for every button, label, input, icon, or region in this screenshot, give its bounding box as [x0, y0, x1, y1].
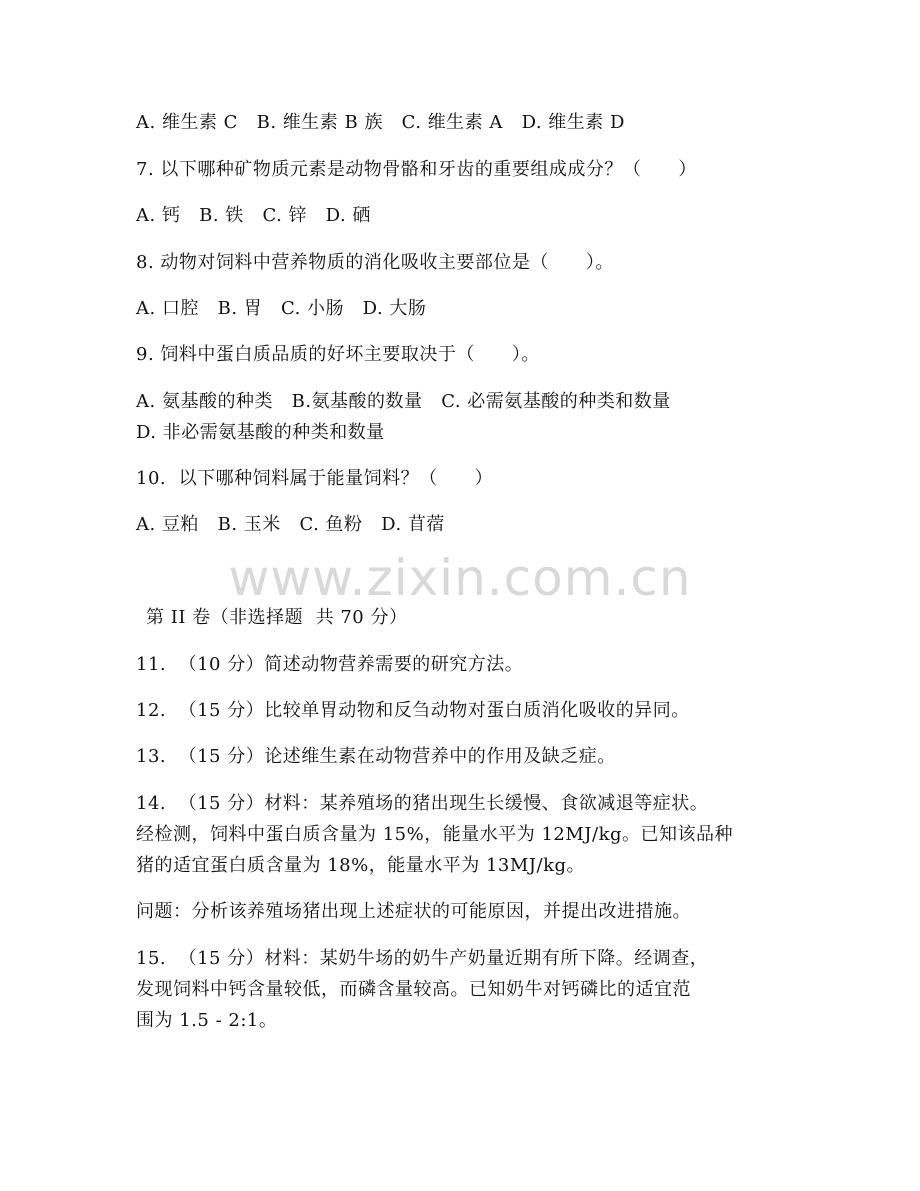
q15-line1: 15. （15 分）材料：某奶牛场的奶牛产奶量近期有所下降。经调查， [136, 948, 709, 969]
q9-options-line1: A. 氨基酸的种类 B.氨基酸的数量 C. 必需氨基酸的种类和数量 [136, 391, 671, 412]
q12: 12. （15 分）比较单胃动物和反刍动物对蛋白质消化吸收的异同。 [136, 700, 690, 721]
q15-line3: 围为 1.5 - 2:1。 [136, 1010, 278, 1031]
q14-question: 问题：分析该养殖场猪出现上述症状的可能原因，并提出改进措施。 [136, 901, 691, 922]
q10-options: A. 豆粕 B. 玉米 C. 鱼粉 D. 苜蓿 [136, 514, 445, 535]
q7-stem: 7. 以下哪种矿物质元素是动物骨骼和牙齿的重要组成成分？（ ） [136, 159, 697, 180]
q13: 13. （15 分）论述维生素在动物营养中的作用及缺乏症。 [136, 746, 616, 767]
q14-line3: 猪的适宜蛋白质含量为 18%，能量水平为 13MJ/kg。 [136, 855, 585, 876]
q6-options: A. 维生素 C B. 维生素 B 族 C. 维生素 A D. 维生素 D [136, 112, 625, 133]
section2-title: 第 II 卷（非选择题 共 70 分） [146, 607, 408, 628]
q9-options-line2: D. 非必需氨基酸的种类和数量 [136, 422, 385, 443]
q7-options: A. 钙 B. 铁 C. 锌 D. 硒 [136, 205, 371, 226]
q14-line1: 14. （15 分）材料：某养殖场的猪出现生长缓慢、食欲减退等症状。 [136, 793, 709, 814]
q8-options: A. 口腔 B. 胃 C. 小肠 D. 大肠 [136, 298, 427, 319]
q14-line2: 经检测，饲料中蛋白质含量为 15%，能量水平为 12MJ/kg。已知该品种 [136, 824, 733, 845]
q11: 11. （10 分）简述动物营养需要的研究方法。 [136, 654, 524, 675]
q15-line2: 发现饲料中钙含量较低，而磷含量较高。已知奶牛对钙磷比的适宜范 [136, 979, 691, 1000]
q9-stem: 9. 饲料中蛋白质品质的好坏主要取决于（ ）。 [136, 344, 540, 365]
q10-stem: 10. 以下哪种饲料属于能量饲料？（ ） [136, 468, 494, 489]
watermark: www.zixin.com.cn [228, 549, 692, 607]
q8-stem: 8. 动物对饲料中营养物质的消化吸收主要部位是（ ）。 [136, 252, 614, 273]
